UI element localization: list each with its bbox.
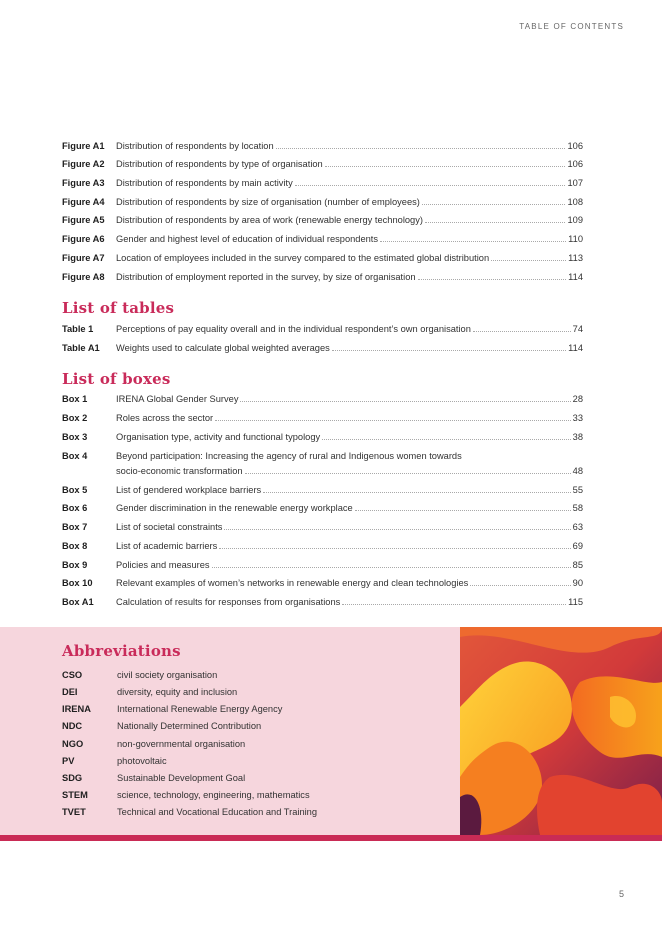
toc-entry[interactable] (62, 196, 583, 208)
entry-title: Calculation of results for responses from organisations (116, 597, 341, 607)
entry-label: Table A1 (62, 343, 100, 353)
toc-entry[interactable] (62, 521, 583, 533)
toc-entry[interactable] (62, 177, 583, 189)
entry-title: Perceptions of pay equality overall and in the individual respondent’s own organisation (116, 324, 471, 334)
entry-title: Distribution of employment reported in the survey, by size of organisation (116, 272, 416, 282)
entry-title: Location of employees included in the survey compared to the estimated global distribution (116, 253, 490, 263)
abbreviation-row (62, 772, 245, 784)
accent-bar (0, 835, 662, 841)
toc-entry[interactable] (62, 342, 583, 354)
entry-page: 85 (572, 560, 583, 570)
entry-page: 63 (572, 522, 583, 532)
entry-title: List of gendered workplace barriers (116, 485, 262, 495)
entry-title: List of societal constraints (116, 522, 223, 532)
abbr-term: STEM (62, 790, 88, 800)
entry-page: 38 (572, 432, 583, 442)
toc-entry[interactable] (62, 214, 583, 226)
abbr-term: SDG (62, 773, 83, 783)
abbreviation-row (62, 738, 245, 750)
abbr-definition: diversity, equity and inclusion (117, 687, 238, 697)
abbr-definition: Nationally Determined Contribution (117, 721, 262, 731)
entry-title: Roles across the sector (116, 413, 214, 423)
entry-page: 114 (568, 343, 583, 353)
entry-title: Gender and highest level of education of individual respondents (116, 234, 379, 244)
entry-label: Box 1 (62, 394, 88, 404)
entry-page: 58 (572, 503, 583, 513)
entry-title: Beyond participation: Increasing the agency of rural and Indigenous women towards (116, 451, 462, 461)
toc-entry[interactable] (62, 158, 583, 170)
entry-title: Distribution of respondents by size of organisation (number of employees) (116, 197, 420, 207)
entry-title: Gender discrimination in the renewable energy workplace (116, 503, 353, 513)
page-number: 5 (618, 889, 624, 899)
entry-page: 90 (572, 578, 583, 588)
entry-page: 114 (568, 272, 583, 282)
abbreviation-row (62, 686, 237, 698)
toc-entry[interactable] (62, 540, 583, 552)
entry-label: Figure A8 (62, 272, 105, 282)
entry-label: Figure A5 (62, 215, 105, 225)
entry-page: 113 (568, 253, 583, 263)
abbr-definition: non-governmental organisation (117, 739, 246, 749)
entry-title: Policies and measures (116, 560, 210, 570)
toc-entry[interactable] (62, 559, 583, 571)
entry-page: 110 (568, 234, 583, 244)
toc-entry[interactable] (62, 233, 583, 245)
abbreviations-heading: Abbreviations (62, 642, 181, 660)
toc-entry[interactable] (62, 412, 583, 424)
entry-page: 109 (567, 215, 583, 225)
entry-title: Distribution of respondents by type of organisation (116, 159, 323, 169)
abbr-definition: Technical and Vocational Education and Training (117, 807, 318, 817)
entry-label: Box 8 (62, 541, 88, 551)
toc-entry[interactable] (62, 596, 583, 608)
entry-label: Box 9 (62, 560, 88, 570)
entry-title: List of academic barriers (116, 541, 218, 551)
entry-label: Box 6 (62, 503, 88, 513)
abbr-term: DEI (62, 687, 78, 697)
entry-label: Figure A4 (62, 197, 105, 207)
toc-entry[interactable] (62, 502, 583, 514)
abbreviation-row (62, 789, 310, 801)
abbreviation-row (62, 806, 317, 818)
entry-page: 106 (567, 159, 583, 169)
toc-entry[interactable] (62, 577, 583, 589)
entry-page: 48 (572, 466, 583, 476)
abbreviation-row (62, 669, 217, 681)
toc-entry[interactable] (62, 431, 583, 443)
entry-page: 69 (572, 541, 583, 551)
entry-title: Weights used to calculate global weighted averages (116, 343, 330, 353)
abbr-term: NDC (62, 721, 83, 731)
entry-page: 108 (567, 197, 583, 207)
entry-label: Figure A3 (62, 178, 105, 188)
entry-page: 106 (567, 141, 583, 151)
entry-page: 28 (572, 394, 583, 404)
entry-page: 55 (572, 485, 583, 495)
entry-title: Distribution of respondents by area of work (renewable energy technology) (116, 215, 423, 225)
entry-title-continued: socio-economic transformation (116, 466, 243, 476)
entry-label: Figure A7 (62, 253, 105, 263)
abbreviation-row (62, 703, 282, 715)
entry-title: Organisation type, activity and functional typology (116, 432, 321, 442)
running-header: TABLE OF CONTENTS (519, 22, 624, 31)
abbr-definition: International Renewable Energy Agency (117, 704, 283, 714)
entry-label: Box 2 (62, 413, 88, 423)
entry-page: 107 (567, 178, 583, 188)
abbreviation-row (62, 755, 167, 767)
entry-label: Figure A1 (62, 141, 105, 151)
toc-entry[interactable] (62, 140, 583, 152)
abbr-term: TVET (62, 807, 86, 817)
entry-label: Box 5 (62, 485, 88, 495)
entry-title: Relevant examples of women’s networks in renewable energy and clean technologies (116, 578, 469, 588)
entry-label: Table 1 (62, 324, 94, 334)
entry-label: Box 10 (62, 578, 93, 588)
toc-entry[interactable] (62, 484, 583, 496)
entry-label: Box 4 (62, 451, 88, 461)
entry-title: Distribution of respondents by main activity (116, 178, 293, 188)
abbr-definition: civil society organisation (117, 670, 218, 680)
decorative-swirl-image (460, 627, 662, 835)
entry-title: IRENA Global Gender Survey (116, 394, 239, 404)
entry-label: Figure A2 (62, 159, 105, 169)
entry-label: Box A1 (62, 597, 94, 607)
toc-entry[interactable] (62, 271, 583, 283)
abbreviation-row (62, 720, 261, 732)
entry-page: 74 (572, 324, 583, 334)
entry-title: Distribution of respondents by location (116, 141, 274, 151)
abbr-definition: Sustainable Development Goal (117, 773, 246, 783)
entry-label: Box 3 (62, 432, 88, 442)
tables-heading: List of tables (62, 299, 175, 317)
entry-label: Box 7 (62, 522, 88, 532)
abbr-term: CSO (62, 670, 83, 680)
entry-page: 115 (568, 597, 583, 607)
abbr-definition: photovoltaic (117, 756, 167, 766)
toc-entry[interactable] (62, 393, 583, 405)
entry-label: Figure A6 (62, 234, 105, 244)
abbr-term: IRENA (62, 704, 91, 714)
abbr-term: PV (62, 756, 75, 766)
toc-entry[interactable] (62, 252, 583, 264)
toc-entry[interactable] (62, 450, 583, 477)
toc-entry[interactable] (62, 323, 583, 335)
abbr-definition: science, technology, engineering, mathematics (117, 790, 310, 800)
abbr-term: NGO (62, 739, 84, 749)
entry-page: 33 (572, 413, 583, 423)
boxes-heading: List of boxes (62, 370, 171, 388)
